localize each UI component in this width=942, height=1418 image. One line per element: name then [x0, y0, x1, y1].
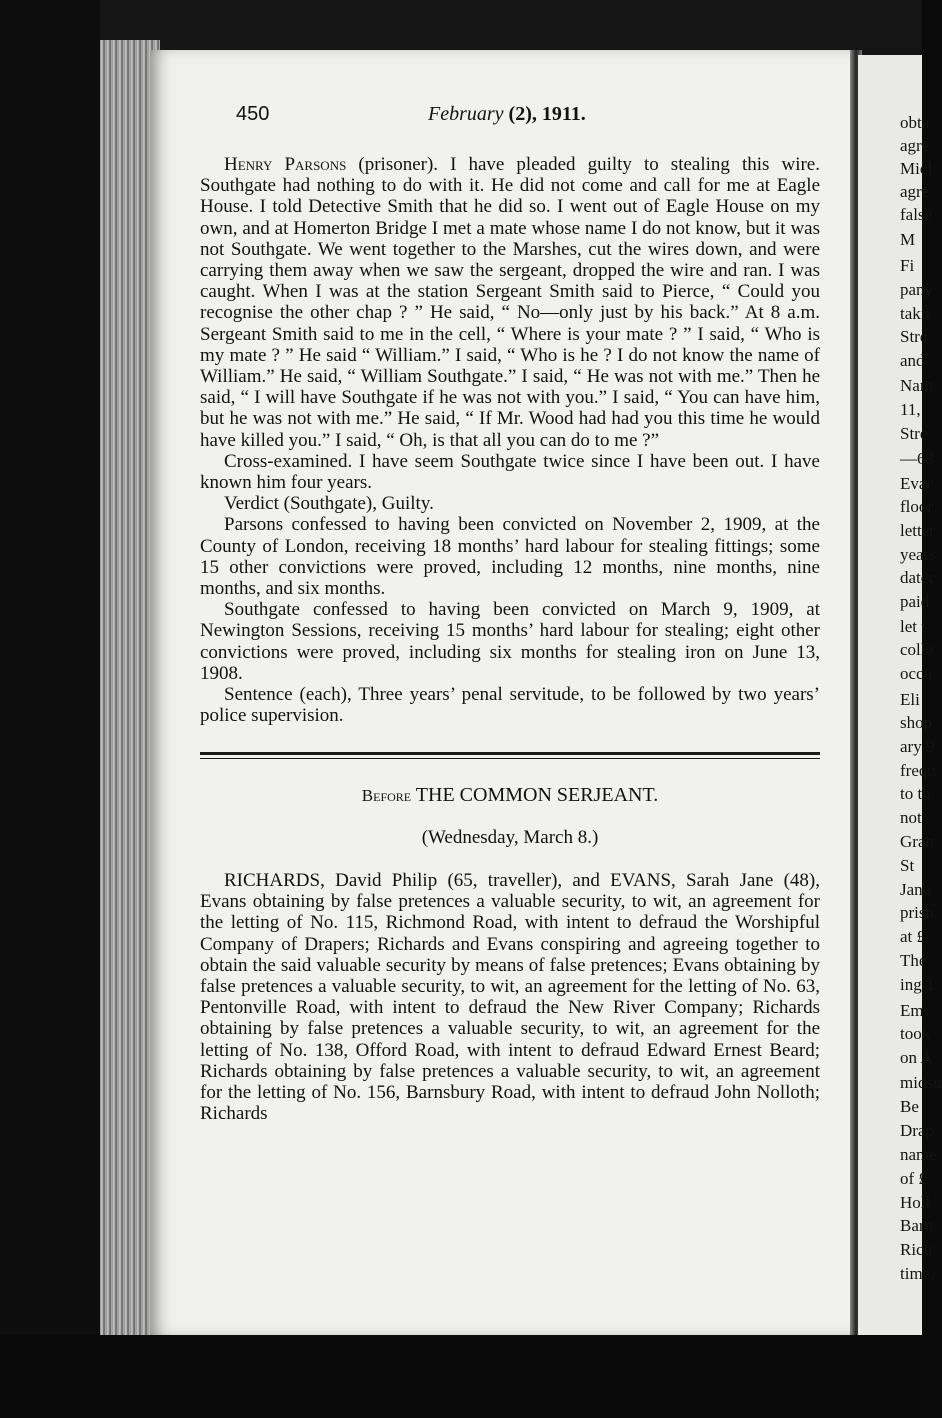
facing-page-text-fragment: Em	[900, 1001, 924, 1020]
page-number: 450	[236, 103, 270, 125]
sentence-paragraph: Sentence (each), Three years’ penal servitude, to be followed by two years’ police supervision.	[200, 684, 820, 727]
facing-page-text-fragment: not	[900, 808, 922, 827]
case-paragraph: RICHARDS, David Philip (65, traveller), and EVANS, Sarah Jane (48), Evans obtaining by false pretences a valuable security, to wit, an agreement for the letting of No. 115, Richmond Road, with intent to defraud the Worshipful Company of Drapers; Richards and Evans conspiring and agreeing together to obtain the said valuable security by means of false pretences; Evans obtaining by false pretences a valuable security, to wit, an agreement for the letting of No. 63, Pentonville Road, with intent to defraud the New River Company; Richards obtaining by false pretences a valuable security, to wit, an agreement for the letting of No. 138, Offord Road, with intent to defraud Edward Ernest Beard; Richards obtaining by false pretences a valuable security, to wit, an agreement for the letting of No. 156, Barnsbury Road, with intent to defraud John Nolloth; Richards	[200, 869, 820, 1125]
verdict-paragraph: Verdict (Southgate), Guilty.	[224, 493, 434, 515]
facing-page-text-fragment: 11,	[900, 400, 921, 419]
testimony-text: (prisoner). I have pleaded guilty to stealing this wire. Southgate had nothing to do with it. He did not come and call for me at Eagle House. I told Detective Smith that he did so. I went out of Eagle House on my own, and at Homerton Bridge I met a mate whose name I do not know, but it was not Southgate. We went together to the Marshes, cut the wires down, and were carrying them away when we saw the sergeant, dropped the wire and ran. I was caught. When I was at the station Sergeant Smith said to Pierce, “ Could you recognise the other chap ? ” He said, “ No—only just by his back.” At 8 a.m. Sergeant Smith said to me in the cell, “ Where is your mate ? ” I said, “ Who is my mate ? ” He said “ William.” I said, “ Who is he ? I do not know the name of William.” He said, “ William Southgate.” I said, “ He was not with me.” Then he said, “ I will have Southgate if he was not with you.” I said, “ You can have him, but he was not with me.” He said, “ If Mr. Wood had had you this time he would have killed you.” I said, “ Oh, is that all you can do to me ?”	[200, 154, 820, 451]
facing-page-text-fragment: Be	[900, 1097, 919, 1116]
facing-page-text-fragment: The	[900, 951, 927, 970]
cross-examination-paragraph: Cross-examined. I have seem Southgate twice since I have been out. I have known him four years.	[200, 450, 820, 494]
section-heading-prefix: Before	[361, 786, 412, 806]
facing-page-text-fragment: priso	[900, 903, 934, 922]
facing-page-text-fragment: name	[900, 1145, 937, 1164]
facing-page-text-fragment: Drap	[900, 1121, 934, 1140]
parsons-record-paragraph: Parsons confessed to having been convicted on November 2, 1909, at the County of London, receiving 18 months’ hard labour for stealing fittings; some 15 other convictions were proved, including 12 months, nine months, nine months, and six months.	[200, 514, 820, 600]
facing-page-text-fragment: Micl	[900, 159, 933, 178]
running-title-date: (2), 1911.	[508, 103, 586, 125]
running-title	[428, 104, 586, 125]
facing-page-text-fragment: took	[900, 1024, 931, 1043]
facing-page-text-fragment: takii	[900, 304, 931, 323]
facing-page-text-fragment: pany	[900, 280, 934, 299]
facing-page-fragment	[858, 55, 942, 1335]
facing-page-text-fragment: —63	[900, 449, 934, 468]
facing-page-text-fragment: let t	[900, 617, 926, 636]
facing-page-text-fragment: Stre	[900, 424, 928, 443]
facing-page-text-fragment: Gran	[900, 832, 934, 851]
section-heading	[200, 785, 820, 806]
facing-page-text-fragment: obta	[900, 113, 930, 132]
facing-page-text-fragment: on A	[900, 1048, 933, 1067]
facing-page-text-fragment: agre	[900, 182, 930, 201]
facing-page-text-fragment: M	[900, 230, 916, 249]
facing-page-text-fragment: years	[900, 545, 936, 564]
facing-page-text-fragment: Evar	[900, 474, 933, 493]
facing-page-text-fragment: Eli	[900, 690, 920, 709]
facing-page-text-fragment: Rich	[900, 1240, 933, 1259]
facing-page-text-fragment: floor	[900, 497, 934, 516]
section-heading-title: THE COMMON SERJEANT.	[415, 784, 659, 807]
facing-page-text-fragment: paid	[900, 592, 930, 611]
facing-page-text-fragment: datec	[900, 568, 936, 587]
facing-page-text-fragment: and	[900, 351, 925, 370]
facing-page-text-fragment: frequ	[900, 761, 936, 780]
facing-page-text-fragment: Stre	[900, 327, 928, 346]
facing-page-text-fragment: agre	[900, 136, 930, 155]
facing-page-text-fragment: midsu	[900, 1073, 942, 1092]
southgate-record-paragraph: Southgate confessed to having been convicted on March 9, 1909, at Newington Sessions, receiving 15 months’ hard labour for stealing; eight other convictions were proved, including six months for stealing iron on June 13, 1908.	[200, 599, 820, 684]
facing-page-text-fragment: occu	[900, 664, 933, 683]
facing-page-text-fragment: shop	[900, 713, 933, 732]
facing-page-text-fragment: colle	[900, 640, 934, 659]
facing-page-text-fragment: ary 9	[900, 737, 935, 756]
section-date: (Wednesday, March 8.)	[421, 826, 599, 848]
facing-page-text-fragment: Holl	[900, 1193, 931, 1212]
facing-page-text-fragment: Janu	[900, 880, 932, 899]
facing-page-text-fragment: letter	[900, 521, 935, 540]
section-divider	[200, 752, 820, 759]
scan-left-border	[0, 0, 100, 1418]
page-text	[200, 104, 820, 1124]
running-header	[200, 104, 820, 134]
facing-page-text-fragment: time,	[900, 1264, 935, 1283]
testimony-paragraph	[200, 154, 820, 451]
facing-page-text-fragment: Fi	[900, 256, 915, 275]
facing-page-text-fragment: to th	[900, 784, 931, 803]
facing-page-text-fragment: St	[900, 856, 915, 875]
facing-page-text-fragment: ing 1	[900, 975, 935, 994]
speaker-name: Henry Parsons	[224, 154, 347, 175]
facing-page-text-fragment: of £	[900, 1169, 927, 1188]
facing-page-text-fragment: Barn	[900, 1216, 934, 1235]
facing-page-text-fragment: Nam	[900, 376, 934, 395]
facing-page-text-fragment: false	[900, 205, 933, 224]
facing-page-text-fragment: at £	[900, 927, 926, 946]
scan-bottom-border	[0, 1335, 922, 1418]
running-title-month: February	[428, 103, 504, 125]
